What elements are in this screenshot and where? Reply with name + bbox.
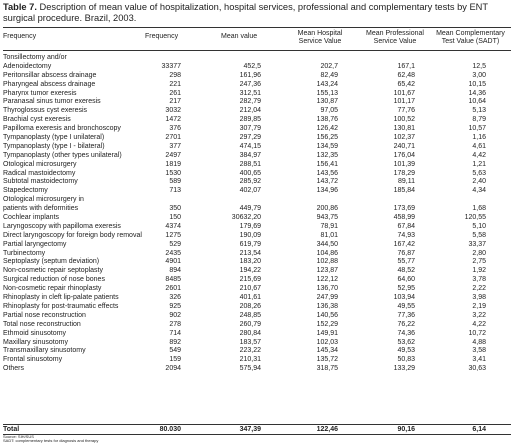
header-hospital xyxy=(290,30,350,46)
cell-hospital-value: 344,50 xyxy=(316,240,338,248)
cell-mean-value: 248,85 xyxy=(239,311,261,319)
cell-complementary-value: 2,80 xyxy=(472,249,486,257)
cell-complementary-value: 120,55 xyxy=(464,214,486,222)
cell-mean-value: 161,96 xyxy=(239,71,261,79)
table-row xyxy=(3,187,511,196)
table-row xyxy=(3,90,511,99)
cell-professional-value: 101,17 xyxy=(393,98,415,106)
cell-mean-value: 297,29 xyxy=(239,134,261,142)
cell-mean-value: 215,69 xyxy=(239,276,261,284)
cell-frequency: 1472 xyxy=(165,116,181,124)
cell-complementary-value: 3,00 xyxy=(472,71,486,79)
cell-professional-value: 89,11 xyxy=(398,178,415,186)
table-row xyxy=(3,356,511,365)
table-row xyxy=(3,339,511,348)
cell-mean-value: 575,94 xyxy=(239,365,261,373)
cell-hospital-value: 155,13 xyxy=(316,89,338,97)
table-row xyxy=(3,134,511,143)
cell-complementary-value: 12,5 xyxy=(472,62,486,70)
cell-procedure: Laryngoscopy with papilloma exeresis xyxy=(3,222,121,230)
total-frequency: 80.030 xyxy=(159,426,181,433)
cell-hospital-value: 318,75 xyxy=(316,365,338,373)
cell-procedure: Non-cosmetic repair septoplasty xyxy=(3,267,103,275)
cell-frequency: 298 xyxy=(169,71,181,79)
cell-frequency: 2497 xyxy=(165,151,181,159)
header-complementary-line2: Test Value (SADT) xyxy=(441,38,500,45)
cell-frequency: 1819 xyxy=(165,160,181,168)
cell-procedure: Thyroglossus cyst exeresis xyxy=(3,107,88,115)
cell-mean-value: 307,79 xyxy=(239,125,261,133)
cell-frequency: 589 xyxy=(169,178,181,186)
cell-procedure: Rhinoplasty in cleft lip-palate patients xyxy=(3,294,119,302)
cell-professional-value: 185,84 xyxy=(393,187,415,195)
cell-complementary-value: 3,78 xyxy=(472,276,486,284)
cell-professional-value: 53,62 xyxy=(397,338,415,346)
cell-complementary-value: 10,64 xyxy=(468,98,486,106)
cell-professional-value: 52,95 xyxy=(397,285,415,293)
cell-complementary-value: 4,34 xyxy=(472,187,486,195)
cell-hospital-value: 102,88 xyxy=(316,258,338,266)
cell-complementary-value: 33,37 xyxy=(468,240,486,248)
cell-complementary-value: 10,72 xyxy=(468,329,486,337)
table-row xyxy=(3,250,511,259)
table-row xyxy=(3,196,511,205)
cell-complementary-value: 1,21 xyxy=(472,160,486,168)
header-professional-line1: Mean Professional xyxy=(366,30,424,37)
cell-mean-value: 30632,20 xyxy=(231,214,261,222)
cell-complementary-value: 10,15 xyxy=(468,80,486,88)
cell-frequency: 2094 xyxy=(165,365,181,373)
cell-hospital-value: 156,25 xyxy=(316,134,338,142)
cell-complementary-value: 4,42 xyxy=(472,151,486,159)
cell-procedure: Turbinectomy xyxy=(3,249,46,257)
cell-mean-value: 179,69 xyxy=(239,222,261,230)
cell-procedure: Transmaxillary sinusotomy xyxy=(3,347,86,355)
cell-professional-value: 64,60 xyxy=(397,276,415,284)
cell-procedure: Frontal sinusotomy xyxy=(3,356,63,364)
cell-professional-value: 240,71 xyxy=(393,142,415,150)
cell-mean-value: 247,36 xyxy=(239,80,261,88)
cell-professional-value: 50,83 xyxy=(397,356,415,364)
table-row xyxy=(3,232,511,241)
cell-hospital-value: 136,38 xyxy=(316,302,338,310)
cell-frequency: 261 xyxy=(169,89,181,97)
cell-mean-value: 312,51 xyxy=(239,89,261,97)
header-procedure: Frequency xyxy=(3,33,37,40)
cell-frequency: 150 xyxy=(169,214,181,222)
header-complementary-line1: Mean Complementary xyxy=(436,30,505,37)
cell-mean-value: 400,65 xyxy=(239,169,261,177)
cell-procedure: Pharynx tumor exeresis xyxy=(3,89,77,97)
table-row xyxy=(3,125,511,134)
cell-frequency: 713 xyxy=(169,187,181,195)
cell-frequency: 159 xyxy=(169,356,181,364)
cell-professional-value: 167,1 xyxy=(397,62,415,70)
cell-hospital-value: 82,49 xyxy=(320,71,338,79)
cell-complementary-value: 30,63 xyxy=(468,365,486,373)
cell-frequency: 8485 xyxy=(165,276,181,284)
cell-mean-value: 183,57 xyxy=(239,338,261,346)
cell-frequency: 376 xyxy=(169,125,181,133)
cell-professional-value: 101,67 xyxy=(393,89,415,97)
cell-hospital-value: 104,86 xyxy=(316,249,338,257)
cell-procedure: Partial nose reconstruction xyxy=(3,311,86,319)
cell-complementary-value: 14,36 xyxy=(468,89,486,97)
cell-frequency: 217 xyxy=(169,98,181,106)
cell-hospital-value: 152,29 xyxy=(316,320,338,328)
cell-procedure: Others xyxy=(3,365,25,373)
header-rule xyxy=(3,50,511,51)
cell-complementary-value: 5,58 xyxy=(472,231,486,239)
cell-hospital-value: 123,87 xyxy=(316,267,338,275)
cell-procedure: Septoplasty (septum deviation) xyxy=(3,258,100,266)
header-professional xyxy=(355,30,435,46)
table-row xyxy=(3,330,511,339)
cell-mean-value: 474,15 xyxy=(239,142,261,150)
cell-hospital-value: 143,24 xyxy=(316,80,338,88)
table-row xyxy=(3,107,511,116)
cell-professional-value: 65,42 xyxy=(397,80,415,88)
cell-frequency: 549 xyxy=(169,347,181,355)
table-row xyxy=(3,285,511,294)
table-row xyxy=(3,347,511,356)
table-row xyxy=(3,312,511,321)
cell-frequency: 714 xyxy=(169,329,181,337)
cell-frequency: 350 xyxy=(169,205,181,213)
cell-hospital-value: 247,99 xyxy=(316,294,338,302)
cell-professional-value: 76,22 xyxy=(397,320,415,328)
cell-hospital-value: 143,56 xyxy=(316,169,338,177)
cell-frequency: 925 xyxy=(169,302,181,310)
cell-complementary-value: 3,22 xyxy=(472,311,486,319)
cell-mean-value: 210,67 xyxy=(239,285,261,293)
cell-hospital-value: 145,34 xyxy=(316,347,338,355)
table-row xyxy=(3,241,511,250)
cell-complementary-value: 1,16 xyxy=(472,134,486,142)
cell-professional-value: 103,94 xyxy=(393,294,415,302)
cell-frequency: 278 xyxy=(169,320,181,328)
cell-procedure: Non-cosmetic repair rhinoplasty xyxy=(3,285,102,293)
cell-procedure: Otological microsurgery in xyxy=(3,196,84,204)
cell-mean-value: 212,04 xyxy=(239,107,261,115)
cell-hospital-value: 132,35 xyxy=(316,151,338,159)
cell-professional-value: 67,84 xyxy=(397,222,415,230)
table-row xyxy=(3,161,511,170)
cell-complementary-value: 2,75 xyxy=(472,258,486,266)
cell-hospital-value: 140,56 xyxy=(316,311,338,319)
top-rule xyxy=(3,27,511,28)
cell-mean-value: 208,26 xyxy=(239,302,261,310)
cell-complementary-value: 1,92 xyxy=(472,267,486,275)
cell-frequency: 377 xyxy=(169,142,181,150)
cell-mean-value: 194,22 xyxy=(239,267,261,275)
cell-professional-value: 176,04 xyxy=(393,151,415,159)
cell-hospital-value: 202,7 xyxy=(320,62,338,70)
cell-hospital-value: 943,75 xyxy=(316,214,338,222)
cell-frequency: 4901 xyxy=(165,258,181,266)
cell-procedure: Tympanoplasty (other types unilateral) xyxy=(3,151,122,159)
cell-hospital-value: 122,12 xyxy=(316,276,338,284)
cell-procedure: patients with deformities xyxy=(3,205,79,213)
total-row xyxy=(3,425,511,434)
cell-complementary-value: 5,13 xyxy=(472,107,486,115)
table-row xyxy=(3,267,511,276)
cell-mean-value: 619,79 xyxy=(239,240,261,248)
table-body xyxy=(3,54,511,374)
table-row xyxy=(3,54,511,63)
cell-frequency: 892 xyxy=(169,338,181,346)
table-row xyxy=(3,294,511,303)
cell-mean-value: 401,61 xyxy=(239,294,261,302)
cell-procedure: Maxillary sinusotomy xyxy=(3,338,68,346)
table-row xyxy=(3,116,511,125)
cell-frequency: 3032 xyxy=(165,107,181,115)
header-hospital-line1: Mean Hospital xyxy=(297,30,343,37)
cell-professional-value: 167,42 xyxy=(393,240,415,248)
total-hospital-value: 122,46 xyxy=(316,426,338,433)
cell-mean-value: 288,51 xyxy=(239,160,261,168)
cell-frequency: 326 xyxy=(169,294,181,302)
header-frequency: Frequency xyxy=(145,33,179,40)
table-row xyxy=(3,81,511,90)
cell-mean-value: 260,79 xyxy=(239,320,261,328)
cell-complementary-value: 3,98 xyxy=(472,294,486,302)
cell-mean-value: 452,5 xyxy=(243,62,261,70)
table-row xyxy=(3,214,511,223)
cell-complementary-value: 2,19 xyxy=(472,302,486,310)
cell-complementary-value: 1,68 xyxy=(472,205,486,213)
cell-procedure: Surgical reduction of nose bones xyxy=(3,276,105,284)
cell-hospital-value: 143,72 xyxy=(316,178,338,186)
cell-professional-value: 74,93 xyxy=(397,231,415,239)
cell-mean-value: 183,20 xyxy=(239,258,261,266)
header-hospital-line2: Service Value xyxy=(298,38,342,45)
cell-hospital-value: 130,87 xyxy=(316,98,338,106)
table-row xyxy=(3,258,511,267)
table-row xyxy=(3,63,511,72)
cell-hospital-value: 134,59 xyxy=(316,142,338,150)
cell-professional-value: 178,29 xyxy=(393,169,415,177)
cell-hospital-value: 200,86 xyxy=(316,205,338,213)
total-label: Total xyxy=(3,426,20,433)
cell-professional-value: 55,77 xyxy=(397,258,415,266)
cell-frequency: 4374 xyxy=(165,222,181,230)
cell-professional-value: 77,36 xyxy=(397,311,415,319)
cell-procedure: Ethmoid sinusotomy xyxy=(3,329,67,337)
header-mean-value: Mean value xyxy=(221,33,258,40)
cell-procedure: Tonsillectomy and/or xyxy=(3,54,67,61)
cell-procedure: Tympanoplasty (type I unilateral) xyxy=(3,134,105,142)
cell-mean-value: 402,07 xyxy=(239,187,261,195)
total-mean-value: 347,39 xyxy=(239,426,261,433)
table-row xyxy=(3,223,511,232)
cell-procedure: Rhinoplasty for post-traumatic effects xyxy=(3,302,119,310)
cell-frequency: 1530 xyxy=(165,169,181,177)
cell-professional-value: 100,52 xyxy=(393,116,415,124)
table-label: Table 7. xyxy=(3,2,37,12)
cell-procedure: Paranasal sinus tumor exeresis xyxy=(3,98,101,106)
cell-professional-value: 74,36 xyxy=(397,329,415,337)
cell-hospital-value: 78,91 xyxy=(320,222,338,230)
cell-professional-value: 49,55 xyxy=(397,302,415,310)
table-row xyxy=(3,143,511,152)
bottom-rule xyxy=(3,434,511,435)
cell-procedure: Total nose reconstruction xyxy=(3,320,81,328)
table-row xyxy=(3,170,511,179)
table-row xyxy=(3,178,511,187)
cell-procedure: Direct laryngoscopy for foreign body removal xyxy=(3,231,142,239)
cell-frequency: 221 xyxy=(169,80,181,88)
cell-frequency: 894 xyxy=(169,267,181,275)
footnote-source: Source: SIH/SUS xyxy=(3,434,34,439)
cell-frequency: 2601 xyxy=(165,285,181,293)
cell-procedure: Otological microsurgery xyxy=(3,160,77,168)
table-row xyxy=(3,205,511,214)
header-complementary xyxy=(430,30,511,46)
table-row xyxy=(3,98,511,107)
cell-hospital-value: 81,01 xyxy=(320,231,338,239)
cell-procedure: Radical mastoidectomy xyxy=(3,169,76,177)
cell-professional-value: 173,69 xyxy=(393,205,415,213)
cell-mean-value: 289,85 xyxy=(239,116,261,124)
cell-hospital-value: 126,42 xyxy=(316,125,338,133)
table-title: Description of mean value of hospitalization, hospital services, professional and complementary tests by ENT surgical procedure. Brazil, 2003. xyxy=(3,2,488,23)
cell-frequency: 33377 xyxy=(161,62,181,70)
cell-mean-value: 223,22 xyxy=(239,347,261,355)
cell-mean-value: 190,09 xyxy=(239,231,261,239)
cell-hospital-value: 156,41 xyxy=(316,160,338,168)
cell-procedure: Adenoidectomy xyxy=(3,62,52,70)
cell-professional-value: 76,87 xyxy=(397,249,415,257)
cell-complementary-value: 3,41 xyxy=(472,356,486,364)
cell-mean-value: 285,92 xyxy=(239,178,261,186)
table-caption xyxy=(3,2,511,24)
cell-procedure: Cochlear implants xyxy=(3,214,60,222)
cell-mean-value: 384,97 xyxy=(239,151,261,159)
cell-complementary-value: 4,61 xyxy=(472,142,486,150)
table-row xyxy=(3,276,511,285)
cell-professional-value: 49,53 xyxy=(397,347,415,355)
cell-procedure: Tympanoplasty (type I - bilateral) xyxy=(3,142,105,150)
cell-frequency: 2701 xyxy=(165,134,181,142)
cell-professional-value: 133,29 xyxy=(393,365,415,373)
table-row xyxy=(3,365,511,374)
cell-frequency: 2435 xyxy=(165,249,181,257)
cell-complementary-value: 2,40 xyxy=(472,178,486,186)
cell-professional-value: 101,39 xyxy=(393,160,415,168)
cell-professional-value: 77,76 xyxy=(397,107,415,115)
cell-professional-value: 458,99 xyxy=(393,214,415,222)
cell-procedure: Papilloma exeresis and bronchoscopy xyxy=(3,125,121,133)
cell-procedure: Subtotal mastoidectomy xyxy=(3,178,78,186)
cell-hospital-value: 134,96 xyxy=(316,187,338,195)
cell-frequency: 1275 xyxy=(165,231,181,239)
table-row xyxy=(3,152,511,161)
cell-procedure: Partial laryngectomy xyxy=(3,240,67,248)
cell-professional-value: 102,37 xyxy=(393,134,415,142)
cell-mean-value: 213,54 xyxy=(239,249,261,257)
cell-procedure: Brachial cyst exeresis xyxy=(3,116,71,124)
cell-frequency: 529 xyxy=(169,240,181,248)
cell-mean-value: 210,31 xyxy=(239,356,261,364)
cell-procedure: Peritonsillar abscess drainage xyxy=(3,71,97,79)
total-professional-value: 90,16 xyxy=(397,426,415,433)
cell-mean-value: 449,79 xyxy=(239,205,261,213)
table-row xyxy=(3,321,511,330)
cell-complementary-value: 8,79 xyxy=(472,116,486,124)
cell-professional-value: 48,52 xyxy=(397,267,415,275)
cell-complementary-value: 4,22 xyxy=(472,320,486,328)
cell-complementary-value: 5,63 xyxy=(472,169,486,177)
cell-hospital-value: 149,91 xyxy=(316,329,338,337)
table-row xyxy=(3,72,511,81)
header-professional-line2: Service Value xyxy=(373,38,417,45)
table-row xyxy=(3,303,511,312)
cell-complementary-value: 5,10 xyxy=(472,222,486,230)
cell-mean-value: 282,79 xyxy=(239,98,261,106)
footnote-sadt: SADT: complementary tests for diagnosis and therapy xyxy=(3,438,99,443)
cell-professional-value: 130,81 xyxy=(393,125,415,133)
cell-hospital-value: 136,70 xyxy=(316,285,338,293)
cell-complementary-value: 2,22 xyxy=(472,285,486,293)
cell-hospital-value: 102,03 xyxy=(316,338,338,346)
cell-complementary-value: 4,88 xyxy=(472,338,486,346)
cell-complementary-value: 10,57 xyxy=(468,125,486,133)
cell-hospital-value: 138,76 xyxy=(316,116,338,124)
cell-mean-value: 280,84 xyxy=(239,329,261,337)
cell-procedure: Stapedectomy xyxy=(3,187,48,195)
cell-procedure: Pharyngeal abscess drainage xyxy=(3,80,96,88)
cell-hospital-value: 135,72 xyxy=(316,356,338,364)
cell-hospital-value: 97,05 xyxy=(320,107,338,115)
cell-complementary-value: 3,58 xyxy=(472,347,486,355)
total-complementary-value: 6,14 xyxy=(472,426,486,433)
cell-professional-value: 62,48 xyxy=(397,71,415,79)
cell-frequency: 902 xyxy=(169,311,181,319)
